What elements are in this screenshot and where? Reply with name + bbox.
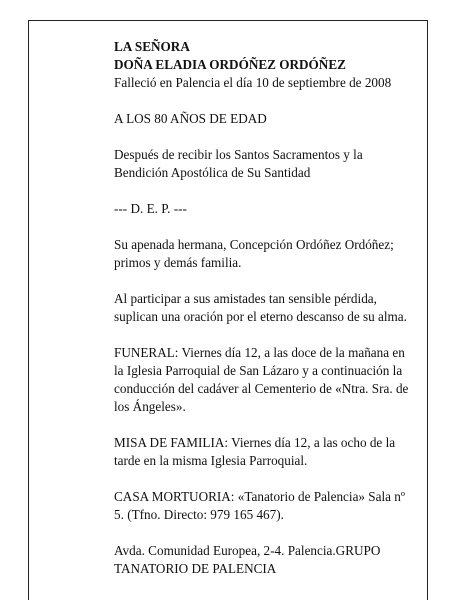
sacraments-paragraph: Después de recibir los Santos Sacramentos y la Bendición Apostólica de Su Santidad: [114, 147, 363, 180]
notice-title-name: DOÑA ELADIA ORDÓÑEZ ORDÓÑEZ: [114, 57, 346, 72]
rip-line: --- D. E. P. ---: [114, 201, 187, 216]
funeral-paragraph: FUNERAL: Viernes día 12, a las doce de la mañana en la Iglesia Parroquial de San Lázaro y a continuación la conducción del cadáver al Cementerio de «Ntra. Sra. de los Ángeles».: [114, 345, 409, 414]
mortuary-paragraph: CASA MORTUORIA: «Tanatorio de Palencia» Sala nº 5. (Tfno. Directo: 979 165 467).: [114, 489, 405, 522]
request-paragraph: Al participar a sus amistades tan sensible pérdida, suplican una oración por el eterno descanso de su alma.: [114, 291, 407, 324]
family-mass-paragraph: MISA DE FAMILIA: Viernes día 12, a las ocho de la tarde en la misma Iglesia Parroquial.: [114, 435, 396, 468]
age-line: A LOS 80 AÑOS DE EDAD: [114, 111, 267, 126]
death-date-line: Falleció en Palencia el día 10 de septiembre de 2008: [114, 75, 392, 90]
notice-title-line1: LA SEÑORA: [114, 39, 190, 54]
obituary-notice: [114, 38, 414, 596]
address-paragraph: Avda. Comunidad Europea, 2-4. Palencia.GRUPO TANATORIO DE PALENCIA: [114, 543, 381, 576]
family-paragraph: Su apenada hermana, Concepción Ordóñez Ordóñez; primos y demás familia.: [114, 237, 394, 270]
